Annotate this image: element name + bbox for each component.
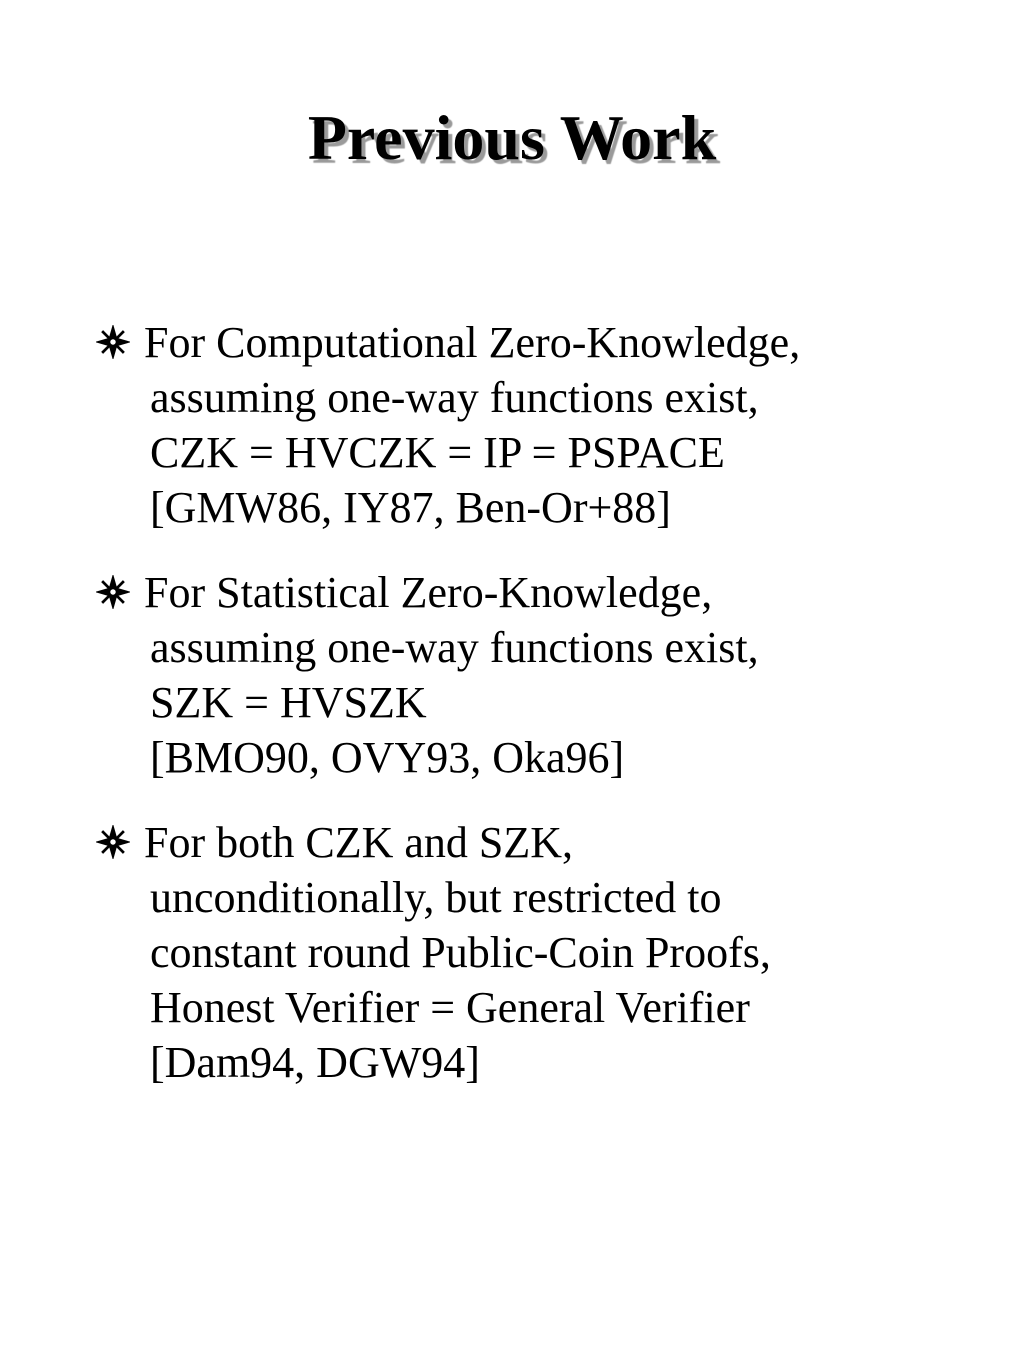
slide-title: Previous Work [307,102,717,173]
bullet-line: SZK = HVSZK [150,678,427,727]
star-bullet-icon [96,575,130,609]
bullet-line: For Computational Zero-Knowledge, [144,318,801,367]
bullet-item-statistical-zk [96,565,996,785]
bullet-line: For Statistical Zero-Knowledge, [144,568,713,617]
bullet-item-both-czk-szk [96,815,996,1090]
bullet-line: [GMW86, IY87, Ben-Or+88] [150,483,671,532]
bullet-line: For both CZK and SZK, [144,818,573,867]
bullet-line: Honest Verifier = General Verifier [150,983,750,1032]
bullet-line: [Dam94, DGW94] [150,1038,480,1087]
bullet-line: unconditionally, but restricted to [150,873,722,922]
bullet-item-computational-zk [96,315,996,535]
bullet-line: constant round Public-Coin Proofs, [150,928,771,977]
bullet-line: [BMO90, OVY93, Oka96] [150,733,625,782]
star-bullet-icon [96,825,130,859]
bullet-list [96,315,996,1120]
bullet-line: assuming one-way functions exist, [150,623,759,672]
star-bullet-icon [96,325,130,359]
bullet-line: CZK = HVCZK = IP = PSPACE [150,428,725,477]
bullet-line: assuming one-way functions exist, [150,373,759,422]
